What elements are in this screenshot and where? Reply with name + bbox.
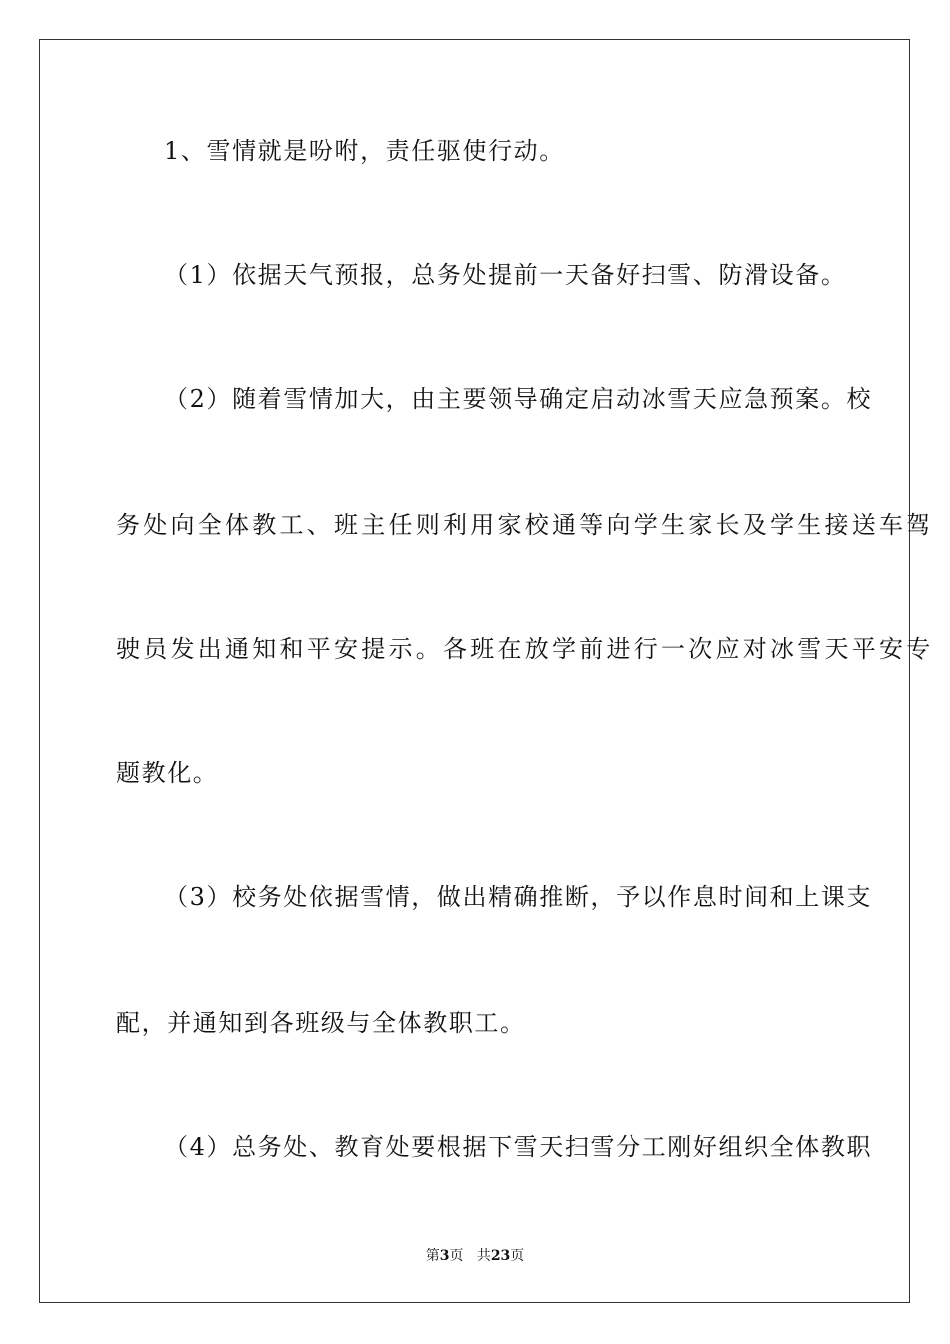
paragraph-line: （4）总务处、教育处要根据下雪天扫雪分工刚好组织全体教职	[164, 1133, 873, 1161]
footer-page-suffix: 页	[449, 1248, 464, 1264]
paragraph-line: 驶员发出通知和平安提示。各班在放学前进行一次应对冰雪天平安专	[116, 635, 934, 663]
page-border	[39, 39, 934, 1303]
paragraph-line: 题教化。	[116, 759, 219, 787]
page-footer	[0, 1247, 950, 1265]
paragraph-line: 务处向全体教工、班主任则利用家校通等向学生家长及学生接送车驾	[116, 511, 934, 539]
paragraph-line: 配，并通知到各班级与全体教职工。	[116, 1009, 526, 1037]
footer-page-number: 3	[439, 1248, 450, 1264]
footer-total-prefix: 共	[476, 1248, 491, 1264]
footer-page-prefix: 第	[425, 1248, 440, 1264]
footer-total-suffix: 页	[510, 1248, 525, 1264]
paragraph-line: （2）随着雪情加大，由主要领导确定启动冰雪天应急预案。校	[164, 385, 873, 413]
paragraph-line: 1、雪情就是吩咐，责任驱使行动。	[164, 137, 565, 165]
footer-total-pages: 23	[490, 1248, 511, 1264]
paragraph-line: （1）依据天气预报，总务处提前一天备好扫雪、防滑设备。	[164, 261, 847, 289]
paragraph-line: （3）校务处依据雪情，做出精确推断，予以作息时间和上课支	[164, 883, 873, 911]
